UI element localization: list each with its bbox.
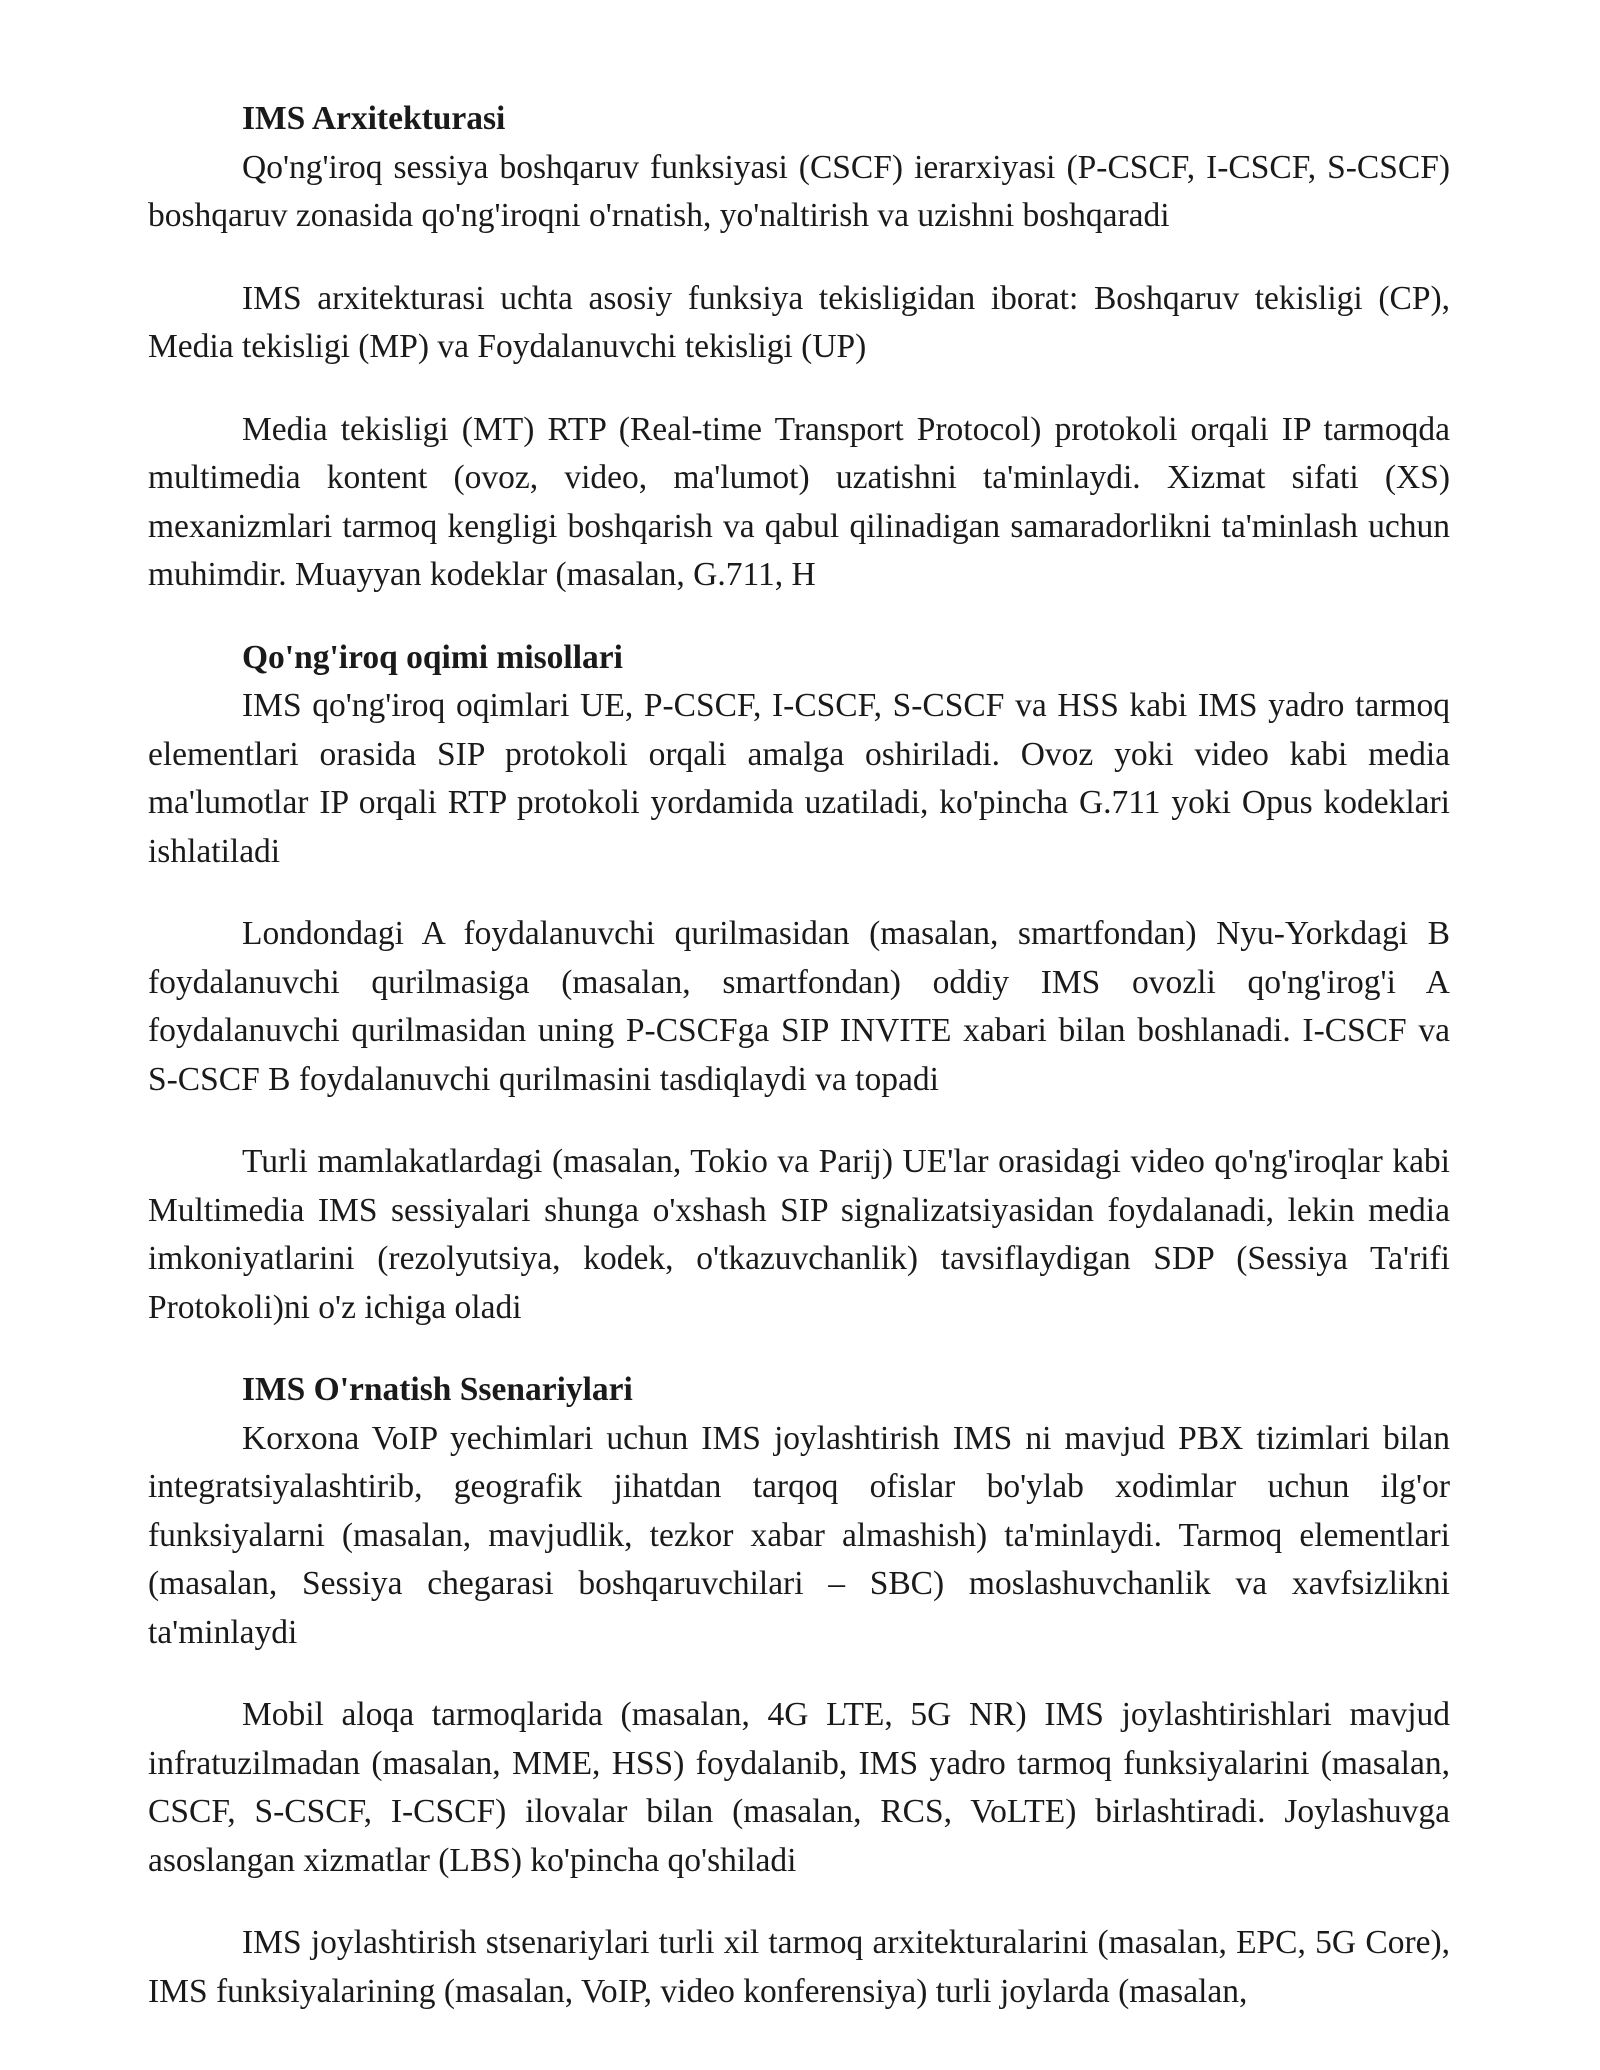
section-heading-qongiroq-oqimi: Qo'ng'iroq oqimi misollari — [242, 638, 623, 676]
paragraph: IMS arxitekturasi uchta asosiy funksiya tekisligidan iborat: Boshqaruv tekisligi (CP), Media tekisligi (MP) va Foydalanuvchi tekisligi (UP) — [148, 279, 1450, 365]
paragraph: Qo'ng'iroq sessiya boshqaruv funksiyasi (CSCF) ierarxiyasi (P-CSCF, I-CSCF, S-CSCF) boshqaruv zonasida qo'ng'iroqni o'rnatish, yo'naltirish va uzishni boshqaradi — [148, 148, 1450, 234]
document-page — [148, 95, 1450, 2050]
paragraph: Media tekisligi (MT) RTP (Real-time Transport Protocol) protokoli orqali IP tarmoqda multimedia kontent (ovoz, video, ma'lumot) uzatishni ta'minlaydi. Xizmat sifati (XS) mexanizmlari tarmoq kengligi boshqarish va qabul qilinadigan samaradorlikni ta'minlash uchun muhimdir. Muayyan kodeklar (masalan, G.711, H — [148, 410, 1450, 593]
paragraph: Turli mamlakatlardagi (masalan, Tokio va Parij) UE'lar orasidagi video qo'ng'iroqlar kabi Multimedia IMS sessiyalari shunga o'xshash SIP signalizatsiyasidan foydalanadi, lekin media imkoniyatlarini (rezolyutsiya, kodek, o'tkazuvchanlik) tavsiflaydigan SDP (Sessiya Ta'rifi Protokoli)ni o'z ichiga oladi — [148, 1143, 1450, 1326]
section-heading-ims-arxitekturasi: IMS Arxitekturasi — [242, 100, 506, 137]
paragraph: Londondagi A foydalanuvchi qurilmasidan (masalan, smartfondan) Nyu-Yorkdagi B foydalanuvchi qurilmasiga (masalan, smartfondan) oddiy IMS ovozli qo'ng'irog'i A foydalanuvchi qurilmasidan uning P-CSCFga SIP INVITE xabari bilan boshlanadi. I-CSCF va S-CSCF B foydalanuvchi qurilmasini tasdiqlaydi va topadi — [148, 915, 1450, 1098]
section-heading-ims-ornatish: IMS O'rnatish Ssenariylari — [242, 1371, 633, 1408]
paragraph: Korxona VoIP yechimlari uchun IMS joylashtirish IMS ni mavjud PBX tizimlari bilan integratsiyalashtirib, geografik jihatdan tarqoq ofislar bo'ylab xodimlar uchun ilg'or funksiyalarni (masalan, mavjudlik, tezkor xabar almashish) ta'minlaydi. Tarmoq elementlari (masalan, Sessiya chegarasi boshqaruvchilari – SBC) moslashuvchanlik va xavfsizlikni ta'minlaydi — [148, 1419, 1450, 1651]
paragraph: IMS qo'ng'iroq oqimlari UE, P-CSCF, I-CSCF, S-CSCF va HSS kabi IMS yadro tarmoq elementlari orasida SIP protokoli orqali amalga oshiriladi. Ovoz yoki video kabi media ma'lumotlar IP orqali RTP protokoli yordamida uzatiladi, ko'pincha G.711 yoki Opus kodeklari ishlatiladi — [148, 687, 1450, 870]
paragraph: Mobil aloqa tarmoqlarida (masalan, 4G LTE, 5G NR) IMS joylashtirishlari mavjud infratuzilmadan (masalan, MME, HSS) foydalanib, IMS yadro tarmoq funksiyalarini (masalan, CSCF, S-CSCF, I-CSCF) ilovalar bilan (masalan, RCS, VoLTE) birlashtiradi. Joylashuvga asoslangan xizmatlar (LBS) ko'pincha qo'shiladi — [148, 1696, 1450, 1879]
paragraph: IMS joylashtirish stsenariylari turli xil tarmoq arxitekturalarini (masalan, EPC, 5G Core), IMS funksiyalarining (masalan, VoIP, video konferensiya) turli joylarda (masalan, — [148, 1924, 1450, 2010]
